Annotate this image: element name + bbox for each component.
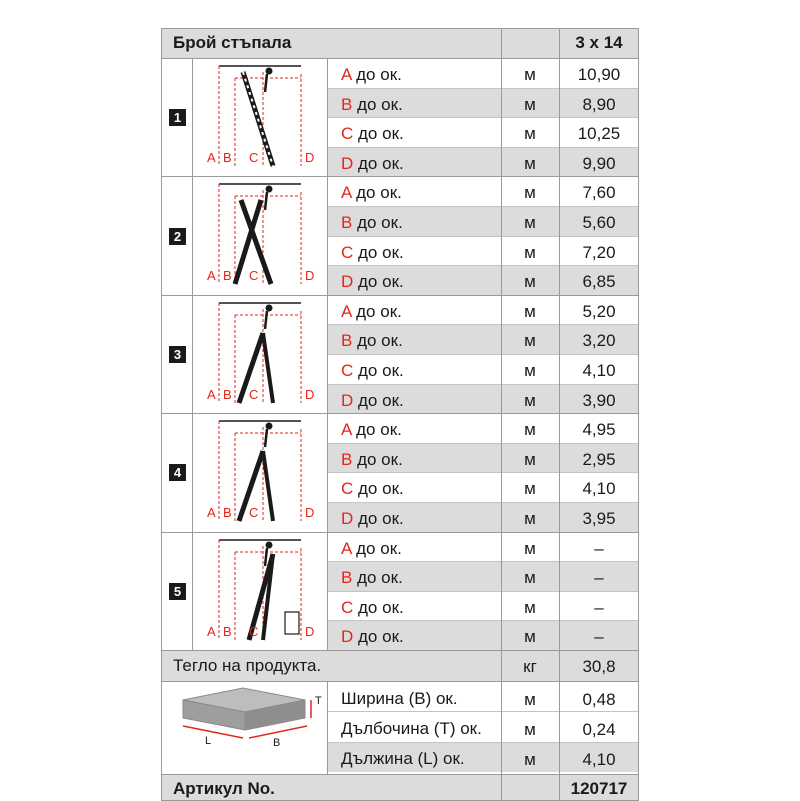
grid-hline xyxy=(327,711,639,712)
diagram-letter-d: D xyxy=(305,268,315,284)
grid-hline xyxy=(161,774,639,775)
grid-vline xyxy=(559,28,560,800)
ladder-diagram xyxy=(201,299,325,409)
grid-hline xyxy=(327,561,639,562)
measure-letter: B xyxy=(341,331,353,351)
grid-hline xyxy=(327,147,639,148)
measure-label xyxy=(341,450,403,470)
measure-label xyxy=(341,65,402,85)
measure-letter: C xyxy=(341,597,354,617)
grid-hline xyxy=(327,236,639,237)
diagram-letter-c: C xyxy=(249,623,259,639)
measure-letter: D xyxy=(341,272,354,292)
diagram-letter-b: B xyxy=(223,150,232,165)
grid-vline xyxy=(327,58,328,650)
diagram-letter-c: C xyxy=(249,268,259,284)
grid-hline xyxy=(327,472,639,473)
measure-text: до ок. xyxy=(358,124,404,144)
measure-value: 9,90 xyxy=(582,153,616,173)
measure-label xyxy=(341,302,402,322)
dim-length-label: Дължина (L) ок. xyxy=(341,749,465,768)
measure-text: до ок. xyxy=(357,331,403,351)
measure-letter: A xyxy=(341,301,352,321)
measure-unit: м xyxy=(524,449,536,469)
grid-hline xyxy=(327,502,639,503)
measure-label xyxy=(341,479,404,499)
measure-label xyxy=(341,420,402,440)
measure-unit: м xyxy=(524,390,536,410)
grid-hline xyxy=(327,206,639,207)
measure-unit: м xyxy=(524,479,536,499)
box-label-l: L xyxy=(205,735,212,747)
measure-text: до ок. xyxy=(356,538,402,558)
weight-label: Тегло на продукта. xyxy=(173,656,322,675)
measure-text: до ок. xyxy=(357,449,403,469)
measure-text: до ок. xyxy=(358,153,404,173)
weight-value: 30,8 xyxy=(582,657,616,676)
dim-length-value: 4,10 xyxy=(582,750,616,769)
grid-hline xyxy=(161,58,639,59)
measure-letter: C xyxy=(341,360,354,380)
ladder-diagram xyxy=(201,417,325,527)
measure-unit: м xyxy=(524,538,536,558)
measure-letter: C xyxy=(341,242,354,262)
diagram-letter-c: C xyxy=(249,386,259,402)
grid-vline xyxy=(501,28,502,800)
measure-value: 3,90 xyxy=(582,390,616,410)
measure-value: 6,85 xyxy=(582,272,616,292)
measure-label xyxy=(341,124,404,144)
measure-unit: м xyxy=(524,153,536,173)
measure-label xyxy=(341,183,402,203)
dim-width-value: 0,48 xyxy=(582,690,616,709)
diagram-letter-b: B xyxy=(223,386,232,402)
measure-letter: B xyxy=(341,568,353,588)
measure-label xyxy=(341,331,403,351)
measure-letter: B xyxy=(341,449,353,469)
diagram-letter-b: B xyxy=(223,505,232,521)
measure-unit: м xyxy=(524,568,536,588)
measure-unit: м xyxy=(524,242,536,262)
dim-width-unit: м xyxy=(524,690,536,709)
measure-label xyxy=(341,154,404,174)
diagram-letter-d: D xyxy=(305,623,315,639)
measure-value: 5,60 xyxy=(582,212,616,232)
diagram-letter-d: D xyxy=(305,386,315,402)
measure-text: до ок. xyxy=(357,568,403,588)
dim-depth-label: Дълбочина (T) ок. xyxy=(341,719,482,738)
measure-value: 3,20 xyxy=(582,331,616,351)
measure-letter: D xyxy=(341,627,354,647)
measure-unit: м xyxy=(524,331,536,351)
measure-label xyxy=(341,627,404,647)
header-label: Брой стъпала xyxy=(173,33,292,52)
grid-vline xyxy=(638,28,639,800)
measure-unit: м xyxy=(524,183,536,203)
article-value: 120717 xyxy=(570,779,628,798)
measure-unit: м xyxy=(524,360,536,380)
measure-value: 7,20 xyxy=(582,242,616,262)
diagram-letter-b: B xyxy=(223,623,232,639)
measure-value: – xyxy=(594,568,604,588)
dim-width-label: Ширина (B) ок. xyxy=(341,689,458,708)
header-value: 3 x 14 xyxy=(575,33,623,52)
box-dimensions-icon xyxy=(173,684,323,768)
grid-vline xyxy=(192,58,193,650)
measure-letter: B xyxy=(341,94,353,114)
measure-value: 7,60 xyxy=(582,183,616,203)
measure-text: до ок. xyxy=(356,301,402,321)
measure-text: до ок. xyxy=(357,212,403,232)
measure-unit: м xyxy=(524,272,536,292)
ladder-diagram xyxy=(201,536,325,646)
measure-letter: D xyxy=(341,153,354,173)
diagram-letter-d: D xyxy=(305,150,315,165)
diagram-letter-d: D xyxy=(305,505,315,521)
measure-text: до ок. xyxy=(356,183,402,203)
measure-text: до ок. xyxy=(358,508,404,528)
measure-unit: м xyxy=(524,301,536,321)
measure-value: 3,95 xyxy=(582,508,616,528)
grid-hline xyxy=(161,413,639,414)
measure-unit: м xyxy=(524,124,536,144)
grid-hline xyxy=(327,324,639,325)
measure-value: 10,25 xyxy=(577,124,621,144)
section-number-badge: 3 xyxy=(169,346,186,363)
grid-hline xyxy=(327,591,639,592)
grid-hline xyxy=(161,681,639,682)
measure-unit: м xyxy=(524,212,536,232)
box-label-b: B xyxy=(273,737,281,749)
measure-text: до ок. xyxy=(358,597,404,617)
dim-length-unit: м xyxy=(524,750,536,769)
section-number-badge: 4 xyxy=(169,464,186,481)
measure-letter: B xyxy=(341,212,353,232)
measure-letter: C xyxy=(341,479,354,499)
grid-hline xyxy=(327,443,639,444)
diagram-letter-c: C xyxy=(249,150,259,165)
section-number-badge: 2 xyxy=(169,228,186,245)
measure-unit: м xyxy=(524,597,536,617)
ladder-diagram xyxy=(201,180,325,290)
measure-label xyxy=(341,391,404,411)
grid-hline xyxy=(327,265,639,266)
measure-text: до ок. xyxy=(358,242,404,262)
measure-value: 2,95 xyxy=(582,449,616,469)
box-label-t: T xyxy=(315,695,322,707)
measure-text: до ок. xyxy=(358,479,404,499)
measure-text: до ок. xyxy=(358,390,404,410)
grid-hline xyxy=(161,176,639,177)
grid-hline xyxy=(161,28,639,29)
measure-unit: м xyxy=(524,420,536,440)
grid-hline xyxy=(327,620,639,621)
article-label: Артикул No. xyxy=(173,779,275,798)
measure-text: до ок. xyxy=(356,420,402,440)
diagram-letter-a: A xyxy=(207,386,216,402)
measure-value: 4,10 xyxy=(582,479,616,499)
grid-vline xyxy=(327,681,328,774)
measure-label xyxy=(341,243,404,263)
measure-label xyxy=(341,272,404,292)
section-number-badge: 1 xyxy=(169,109,186,126)
measure-value: 8,90 xyxy=(582,94,616,114)
measure-value: – xyxy=(594,597,604,617)
measure-unit: м xyxy=(524,508,536,528)
measure-label xyxy=(341,539,402,559)
measure-letter: A xyxy=(341,65,352,84)
measure-text: до ок. xyxy=(358,272,404,292)
measure-letter: D xyxy=(341,508,354,528)
measure-unit: м xyxy=(524,94,536,114)
measure-value: – xyxy=(594,538,604,558)
measure-letter: D xyxy=(341,390,354,410)
measure-label xyxy=(341,213,403,233)
grid-hline xyxy=(327,117,639,118)
measure-text: до ок. xyxy=(358,627,404,647)
measure-letter: A xyxy=(341,538,352,558)
grid-vline xyxy=(161,28,162,800)
measure-letter: A xyxy=(341,420,352,440)
grid-hline xyxy=(327,742,639,743)
grid-hline xyxy=(161,532,639,533)
diagram-letter-c: C xyxy=(249,505,259,521)
spec-table xyxy=(161,28,639,800)
measure-text: до ок. xyxy=(358,360,404,380)
section-number-badge: 5 xyxy=(169,583,186,600)
dim-depth-unit: м xyxy=(524,720,536,739)
diagram-letter-a: A xyxy=(207,505,216,521)
grid-hline xyxy=(327,384,639,385)
measure-label xyxy=(341,509,404,529)
measure-label xyxy=(341,361,404,381)
diagram-letter-a: A xyxy=(207,150,216,165)
measure-unit: м xyxy=(524,65,536,84)
diagram-letter-a: A xyxy=(207,268,216,284)
ladder-diagram xyxy=(201,62,325,172)
measure-letter: A xyxy=(341,183,352,203)
grid-hline xyxy=(327,88,639,89)
measure-text: до ок. xyxy=(356,65,402,84)
measure-value: – xyxy=(594,627,604,647)
measure-label xyxy=(341,568,403,588)
grid-hline xyxy=(327,354,639,355)
dim-depth-value: 0,24 xyxy=(582,720,616,739)
grid-hline xyxy=(161,650,639,651)
measure-letter: C xyxy=(341,124,354,144)
grid-hline xyxy=(161,295,639,296)
weight-unit: кг xyxy=(523,657,537,676)
measure-value: 5,20 xyxy=(582,301,616,321)
measure-label xyxy=(341,95,403,115)
diagram-letter-a: A xyxy=(207,623,216,639)
measure-unit: м xyxy=(524,627,536,647)
measure-value: 4,95 xyxy=(582,420,616,440)
measure-value: 10,90 xyxy=(577,65,621,84)
diagram-letter-b: B xyxy=(223,268,232,284)
measure-text: до ок. xyxy=(357,94,403,114)
measure-value: 4,10 xyxy=(582,360,616,380)
measure-label xyxy=(341,598,404,618)
